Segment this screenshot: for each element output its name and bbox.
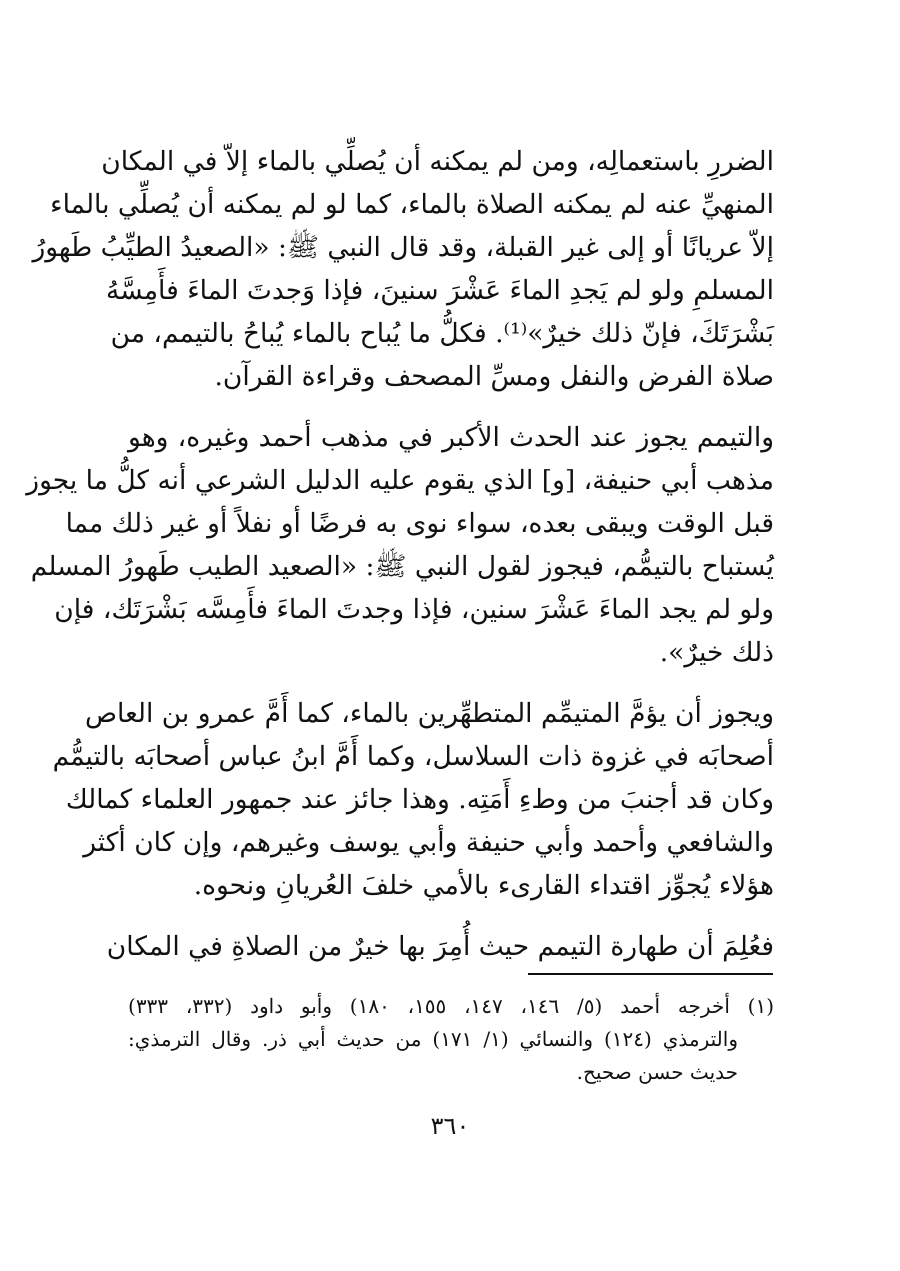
text-line: المنهيِّ عنه لم يمكنه الصلاة بالماء، كما لو لم يمكنه أن يُصلِّي بالماء	[50, 189, 774, 220]
paragraph-1	[32, 140, 774, 398]
text-line: إلاّ عريانًا أو إلى غير القبلة، وقد قال النبي ﷺ: «الصعيدُ الطيِّبُ طَهورُ	[32, 232, 774, 263]
paragraph-2	[26, 416, 774, 674]
page-number: ٣٦٠	[430, 1112, 470, 1140]
text-line: ولو لم يجد الماءَ عَشْرَ سنين، فإذا وجدتَ الماءَ فأَمِسَّه بَشْرَتَك، فإن	[54, 594, 774, 625]
footnote-line: (١) أخرجه أحمد (٥/ ١٤٦، ١٤٧، ١٥٥، ١٨٠) وأبو داود (٣٣٢، ٣٣٣)	[128, 994, 775, 1018]
footnote-divider	[528, 973, 773, 975]
text-line: مذهب أبي حنيفة، [و] الذي يقوم عليه الدليل الشرعي أنه كلُّ ما يجوز	[26, 465, 774, 496]
text-line: ذلك خيرٌ».	[659, 637, 774, 668]
text-line: فعُلِمَ أن طهارة التيمم حيث أُمِرَ بها خيرٌ من الصلاةِ في المكان	[106, 931, 774, 962]
text-line: صلاة الفرض والنفل ومسِّ المصحف وقراءة القرآن.	[214, 361, 774, 392]
footnotes	[128, 990, 774, 1089]
paragraph-4	[106, 925, 774, 968]
text-line: يُستباح بالتيمُّم، فيجوز لقول النبي ﷺ: «الصعيد الطيب طَهورُ المسلم	[30, 551, 774, 582]
main-text	[26, 140, 774, 986]
text-line: وكان قد أجنبَ من وطءِ أَمَتِه. وهذا جائز عند جمهور العلماء كمالك	[65, 784, 774, 815]
text-line: أصحابَه في غزوة ذات السلاسل، وكما أَمَّ ابنُ عباس أصحابَه بالتيمُّم	[52, 741, 774, 772]
text-line: هؤلاء يُجوِّز اقتداء القارىء بالأمي خلفَ العُريانِ ونحوه.	[193, 870, 774, 901]
text-line: والشافعي وأحمد وأبي حنيفة وأبي يوسف وغيرهم، وإن كان أكثر	[83, 827, 774, 858]
paragraph-3	[52, 692, 774, 907]
text-line: ويجوز أن يؤمَّ المتيمِّم المتطهِّرين بالماء، كما أَمَّ عمرو بن العاص	[84, 698, 774, 729]
footnote-line: حديث حسن صحيح.	[576, 1060, 738, 1084]
footnote-line: والترمذي (١٢٤) والنسائي (١/ ١٧١) من حديث أبي ذر. وقال الترمذي:	[128, 1027, 738, 1051]
text-line: الضررِ باستعمالِه، ومن لم يمكنه أن يُصلِّي بالماء إلاّ في المكان	[101, 146, 774, 177]
text-line: المسلمِ ولو لم يَجدِ الماءَ عَشْرَ سنينَ، فإذا وَجدتَ الماءَ فأَمِسَّهُ	[105, 275, 774, 306]
text-line: بَشْرَتَكَ، فإنّ ذلك خيرٌ»⁽¹⁾. فكلُّ ما يُباح بالماء يُباحُ بالتيمم، من	[110, 318, 774, 349]
text-line: قبل الوقت ويبقى بعده، سواء نوى به فرضًا أو نفلاً أو غير ذلك مما	[65, 508, 774, 539]
text-line: والتيمم يجوز عند الحدث الأكبر في مذهب أحمد وغيره، وهو	[128, 422, 774, 453]
